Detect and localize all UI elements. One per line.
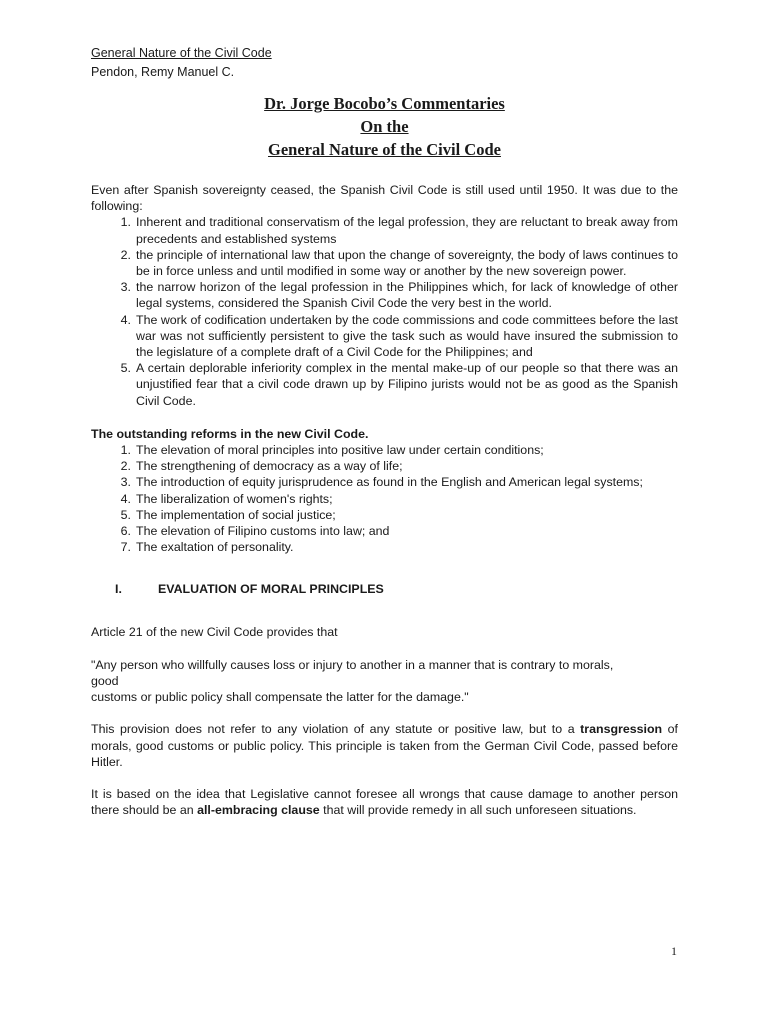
list-number: 5.: [120, 361, 131, 376]
page-number: 1: [671, 944, 677, 958]
provision-paragraph: [91, 721, 678, 770]
quote-line-2: good: [91, 674, 119, 689]
reforms-list: [91, 442, 678, 555]
provision-text-start: This provision does not refer to any violation of any statute or positive law, but to a: [91, 722, 581, 737]
list-item: [120, 442, 678, 458]
document-page: [91, 44, 678, 819]
list-item: [120, 360, 678, 409]
list-text: The strengthening of democracy as a way of life;: [136, 459, 403, 474]
list-text: Inherent and traditional conservatism of the legal profession, they are reluctant to break away from precedents and established systems: [136, 215, 678, 246]
list-text: The liberalization of women's rights;: [136, 491, 333, 506]
basis-paragraph: [91, 786, 678, 818]
list-number: 2.: [120, 459, 131, 474]
list-text: The elevation of Filipino customs into law; and: [136, 524, 390, 539]
section-heading: [91, 581, 678, 597]
list-item: [120, 539, 678, 555]
document-title: [91, 92, 678, 161]
quote-line-3: customs or public policy shall compensate the latter for the damage.": [91, 690, 469, 705]
list-number: 6.: [120, 524, 131, 539]
provision-text-end: of morals, good customs or public policy. This principle is taken from the German Civil Code, passed before Hitler.: [91, 722, 679, 769]
list-number: 3.: [120, 475, 131, 490]
list-text: the principle of international law that upon the change of sovereignty, the body of laws continues to be in force unless and until modified in some way or another by the new sovereign power.: [136, 247, 678, 279]
list-number: 4.: [120, 491, 131, 506]
reforms-heading: The outstanding reforms in the new Civil Code.: [91, 426, 369, 441]
list-text: The introduction of equity jurisprudence as found in the English and American legal systems;: [136, 475, 643, 490]
list-item: [120, 474, 678, 490]
basis-bold-term: all-embracing clause: [197, 803, 320, 818]
list-text: A certain deplorable inferiority complex in the mental make-up of our people so that there was an unjustified fear that a civil code drawn up by Filipino jurists would not be as good as the Spanish Civil Code.: [136, 361, 678, 408]
list-number: 4.: [120, 312, 131, 327]
list-item: [120, 279, 678, 311]
list-text: The work of codification undertaken by the code commissions and code committees before the last war was not sufficiently persistent to give the task such as would have insured the submission to the legislature of a complete draft of a Civil Code for the Philippines; and: [136, 312, 678, 360]
list-item: [120, 312, 678, 361]
intro-paragraph: Even after Spanish sovereignty ceased, the Spanish Civil Code is still used until 1950. It was due to the following:: [91, 183, 678, 214]
list-number: 5.: [120, 507, 131, 522]
header-author: Pendon, Remy Manuel C.: [91, 65, 235, 79]
list-item: [120, 247, 678, 279]
article-intro: Article 21 of the new Civil Code provides that: [91, 624, 338, 639]
title-line-1: Dr. Jorge Bocobo’s Commentaries: [264, 94, 505, 113]
list-text: The exaltation of personality.: [136, 540, 294, 555]
list-number: 7.: [120, 540, 131, 555]
header-title: General Nature of the Civil Code: [91, 46, 272, 60]
title-line-3: General Nature of the Civil Code: [268, 140, 501, 159]
list-number: 2.: [120, 247, 131, 262]
basis-text-start: It is based on the idea that Legislative cannot foresee all wrongs that cause damage to another person there should be an: [91, 787, 678, 818]
list-number: 1.: [120, 443, 131, 458]
basis-text-end: that will provide remedy in all such unforeseen situations.: [319, 803, 637, 818]
article-quote: [91, 657, 678, 706]
provision-bold-term: transgression: [580, 722, 663, 737]
title-line-2: On the: [360, 117, 409, 136]
list-item: [120, 214, 678, 246]
list-number: 1.: [120, 215, 131, 230]
list-text: the narrow horizon of the legal profession in the Philippines which, for lack of knowledge of other legal systems, considered the Spanish Civil Code the very best in the world.: [136, 280, 678, 311]
list-item: [120, 491, 678, 507]
list-number: 3.: [120, 280, 131, 295]
quote-line-1: "Any person who willfully causes loss or injury to another in a manner that is contrary to morals,: [91, 657, 614, 672]
list-text: The elevation of moral principles into positive law under certain conditions;: [136, 443, 544, 458]
list-item: [120, 458, 678, 474]
list-text: The implementation of social justice;: [136, 507, 336, 522]
list-item: [120, 523, 678, 539]
section-number: I.: [115, 582, 122, 597]
reasons-list: [91, 214, 678, 408]
section-title: EVALUATION OF MORAL PRINCIPLES: [158, 582, 384, 597]
list-item: [120, 507, 678, 523]
